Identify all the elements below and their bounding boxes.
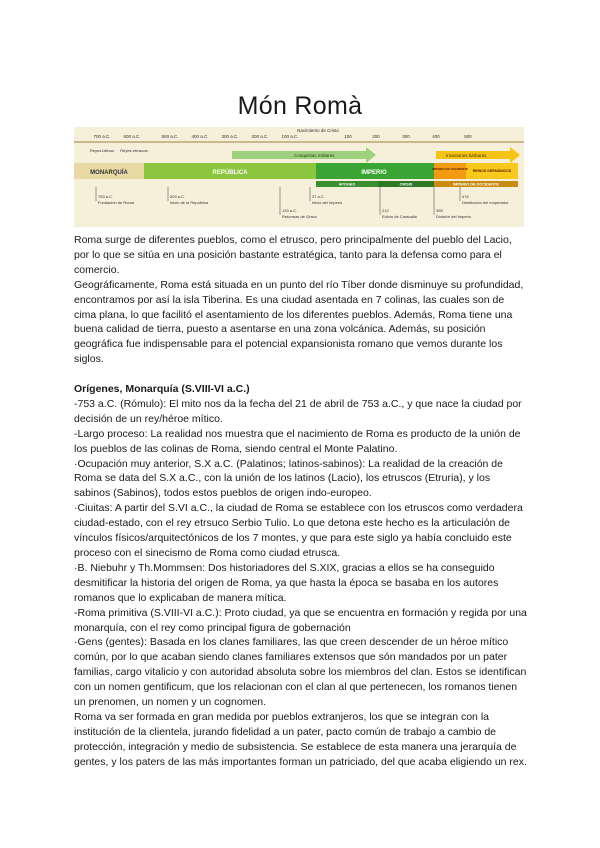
year-label: 700 a.C.: [93, 134, 111, 139]
year-label: 200: [372, 134, 380, 139]
event-year: 509 a.C.: [170, 194, 186, 199]
paragraph: ·B. Niebuhr y Th.Mommsen: Dos historiadores del S.XIX, gracias a ellos se ha conseguido desmitificar la historia del origen de Roma, ya que hasta la época se basaba en los autores romanos que lo explicaban de manera mítica.: [74, 561, 499, 604]
paragraph: ·Ciuitas: A partir del S.VI a.C., la ciudad de Roma se establece con los etruscos como verdadera ciudad-estado, con el rey etrsuco Serbio Tulio. Lo que detona este hecho es la articulación de vínculos físicos/arquitectónicos de los 7 montes, y que para este siglo ya había concluido este proceso con el sinecismo de Roma como ciudad etrusca.: [74, 502, 523, 560]
year-label: 100 a.C.: [281, 134, 299, 139]
event-label: Inicio de la República: [170, 200, 209, 205]
conquistas-arrow-label: Conquistas militares: [294, 153, 335, 158]
event-year: 476: [462, 194, 469, 199]
section-heading: Orígenes, Monarquía (S.VIII-VI a.C.): [74, 383, 250, 396]
year-label: 600 a.C.: [123, 134, 141, 139]
paragraph: ·Ocupación muy anterior, S.X a.C. (Palatinos; latinos-sabinos): La realidad de la creación de Roma se data del S.X a.C., con la unión de los latinos (Lacio), los etruscos (Etruria), y los sabinos (Sabinos), todos estos pueblos de origen indo-europeo.: [74, 457, 503, 500]
reinos-germanicos-box: REINOS GERMÁNICOS: [472, 169, 512, 173]
year-label: Nacimiento de Cristo: [297, 128, 339, 133]
event-year: 395: [436, 208, 443, 213]
blank-line: [74, 367, 528, 382]
event-year: 133 a.C.: [282, 208, 298, 213]
invasiones-arrow-label: Invasiones bárbaras: [446, 153, 487, 158]
event-label: División del Imperio: [436, 214, 471, 219]
paragraph: -753 a.C. (Rómulo): El mito nos da la fecha del 21 de abril de 753 a.C., y que nace la ciudad por decisión de un rey/héroe mítico.: [74, 397, 522, 425]
paragraph: -Roma primitiva (S.VIII-VI a.C.): Proto ciudad, ya que se encuentra en formación y regida por una monarquía, con el rey como principal figura de gobernación: [74, 606, 527, 634]
sub-imperio-occidente: IMPERIO DE OCCIDENTE: [453, 182, 499, 187]
event-year: 27 a.C.: [312, 194, 325, 199]
paragraph: ·Gens (gentes): Basada en los clanes familiares, las que creen descender de un héroe mítico común, por lo que acaban siendo clanes familiares extensos que són mandados por un pater familias, cargo vitalicio y con autoridad absoluta sobre los miembros del clan. Estos se identifican con un nomen gentificum, que los relacionan con el clan al que pertenecen, los romanos tienen un prenomen, un nomen y un cognomen.: [74, 636, 527, 709]
year-label: 300: [402, 134, 410, 139]
event-label: Edicto de Caracalla: [382, 214, 417, 219]
sub-crisis: CRISIS: [399, 182, 413, 187]
period-republica: REPÚBLICA: [212, 170, 248, 176]
paragraph: Roma va ser formada en gran medida por pueblos extranjeros, los que se integran con la institución de la clientela, jurando fidelidad a un pater, pacto común de trabajo a cambio de protección, integración y medio de subsistencia. Se establece de esta manera una jerarquía de gentes, y los paters de las más importantes forman un patriciado, del que acaba eligiendo un rex.: [74, 710, 527, 768]
paragraph: Geográficamente, Roma está situada en un punto del río Tíber donde disminuye su profundidad, encontramos por así la isla Tiberina. Es una ciudad asentada en 7 colinas, las cuales son de cima plana, lo que facilitó el asentamiento de los diferentes pueblos. Además, Roma tiene una buena calidad de tierra, puesto a asentarse en una zona volcánica. Además, su posición geográfica fue indispensable para el potencial expansionista romano que vemos durante los siglos.: [74, 278, 524, 366]
sub-apogeo: APOGEO: [338, 182, 356, 187]
page-title: Món Romà: [237, 91, 363, 120]
event-label: Reformas de Graco: [282, 214, 317, 219]
roman-history-timeline: [74, 127, 524, 227]
event-label: Destitución del emperador: [462, 200, 509, 205]
paragraph: -Largo proceso: La realidad nos muestra que el nacimiento de Roma es producto de la unión de los pueblos de las colinas de Roma, siendo central el Monte Palatino.: [74, 427, 521, 455]
reyes-etruscos-label: Reyes etruscos: [120, 148, 148, 153]
year-label: 100: [344, 134, 352, 139]
year-label: 300 a.C.: [221, 134, 239, 139]
paragraph: Roma surge de diferentes pueblos, como el etrusco, pero principalmente del pueblo del Lacio, por lo que se sitúa en una posición bastante estratégica, tanto para la defensa como para el comercio.: [74, 234, 512, 276]
event-label: Inicio del Imperio: [312, 200, 343, 205]
reyes-latinos-label: Reyes latinos: [89, 148, 115, 153]
year-label: 200 a.C.: [251, 134, 269, 139]
event-label: Fundación de Roma: [98, 200, 135, 205]
event-year: 212: [382, 208, 389, 213]
year-label: 400 a.C.: [191, 134, 209, 139]
period-imperio: IMPERIO: [361, 170, 387, 176]
year-label: 400: [432, 134, 440, 139]
event-year: 753 a.C.: [98, 194, 114, 199]
imperio-occidente-box: IMPERIO DE OCCIDENTE: [431, 167, 469, 171]
year-label: 500: [464, 134, 472, 139]
year-label: 500 a.C.: [161, 134, 179, 139]
document-body: [74, 233, 528, 770]
period-monarquia: MONARQUÍA: [90, 170, 128, 176]
